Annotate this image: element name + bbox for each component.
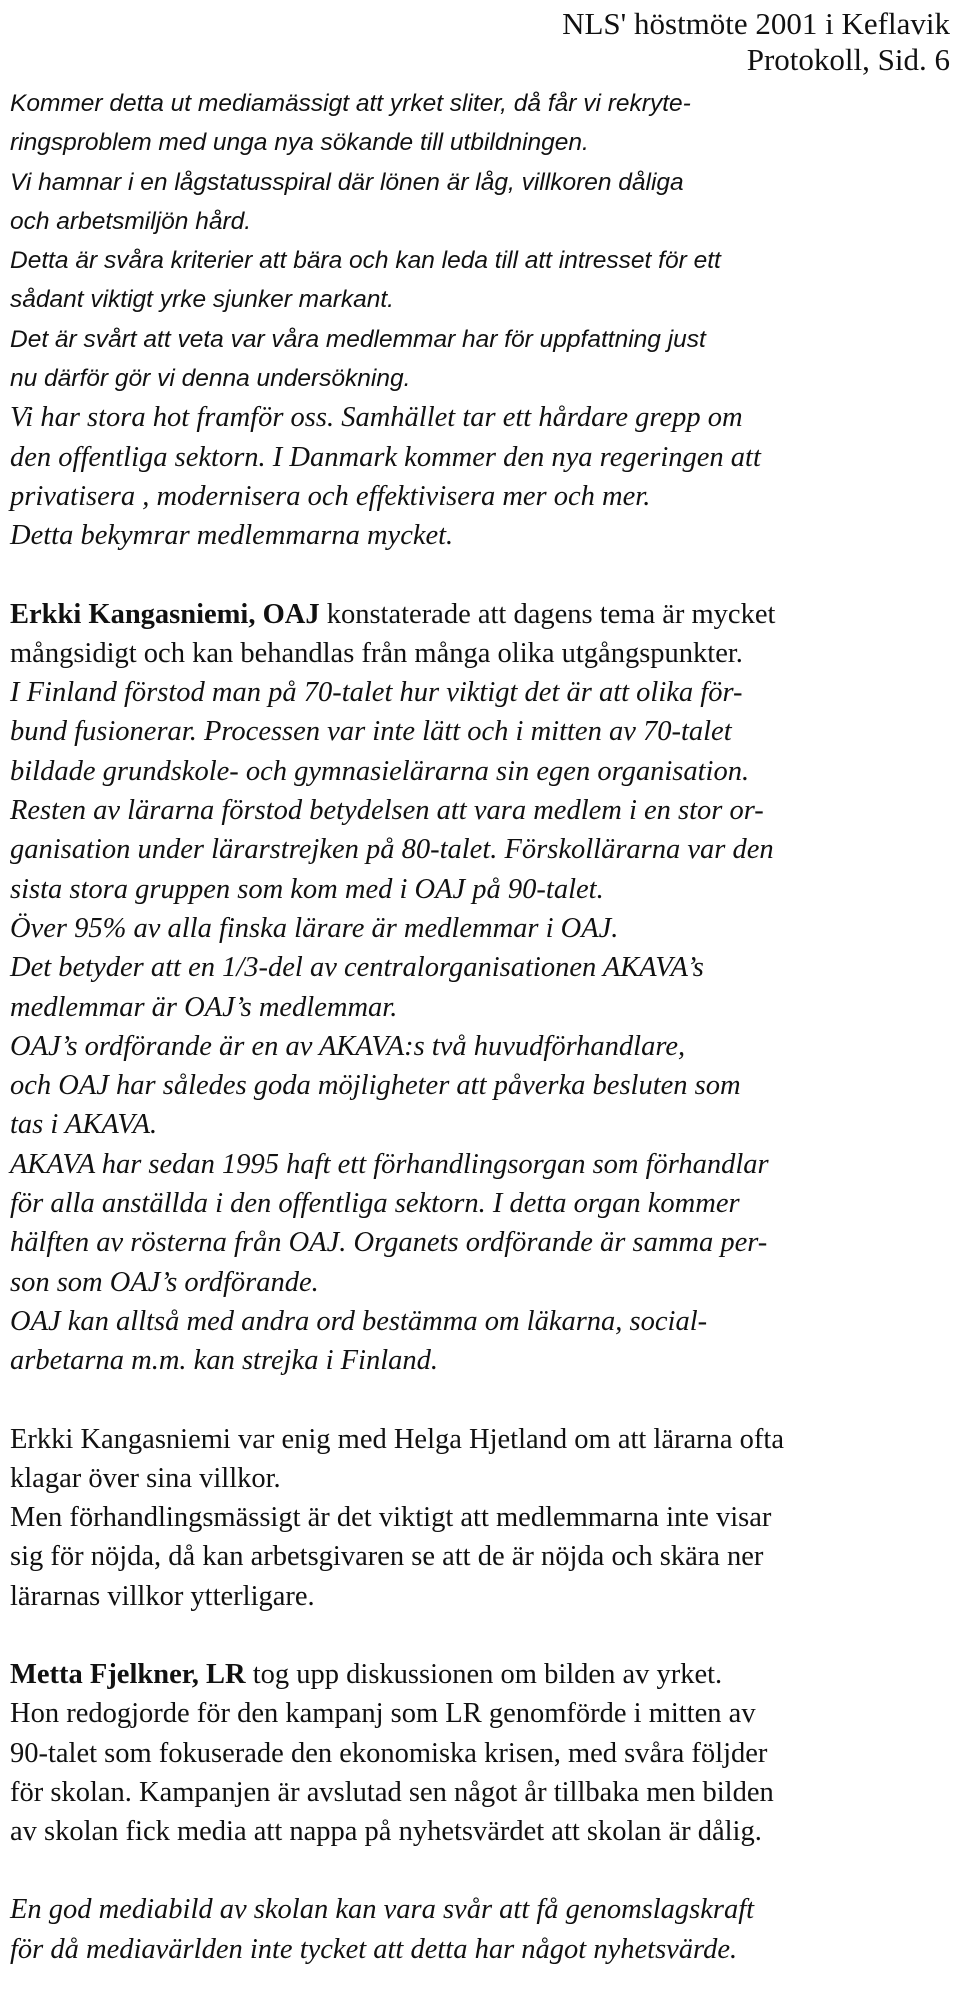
speaker-statement: tog upp diskussionen om bilden av yrket. [245, 1658, 723, 1690]
page-header [562, 6, 950, 78]
text-line: sig för nöjda, då kan arbetsgivaren se att de är nöjda och skära ner [10, 1541, 764, 1573]
text-line: Erkki Kangasniemi var enig med Helga Hjetland om att lärarna ofta [10, 1423, 784, 1455]
text-line: I Finland förstod man på 70-talet hur viktigt det är att olika för- [10, 677, 743, 709]
document-body [10, 84, 950, 1969]
paragraph-block-5 [10, 1890, 950, 1969]
paragraph-gap [10, 1616, 950, 1655]
text-line: lärarnas villkor ytterligare. [10, 1580, 315, 1612]
paragraph-gap [10, 556, 950, 595]
text-line: bildade grundskole- och gymnasielärarna sin egen organisation. [10, 755, 750, 787]
text-line: och OAJ har således goda möjligheter att påverka besluten som [10, 1070, 741, 1102]
text-line: klagar över sina villkor. [10, 1462, 281, 1494]
paragraph-block-1 [10, 84, 950, 556]
text-line: sista stora gruppen som kom med i OAJ på 90-talet. [10, 873, 604, 905]
text-line: för skolan. Kampanjen är avslutad sen något år tillbaka men bilden [10, 1776, 774, 1808]
text-line: tas i AKAVA. [10, 1109, 158, 1141]
text-line: hälften av rösterna från OAJ. Organets ordförande är samma per- [10, 1227, 768, 1259]
paragraph-block-2 [10, 595, 950, 1381]
text-line: sådant viktigt yrke sjunker markant. [10, 286, 394, 314]
paragraph-gap [10, 1381, 950, 1420]
text-line: Kommer detta ut mediamässigt att yrket sliter, då får vi rekryte- [10, 90, 691, 117]
text-line: Det betyder att en 1/3-del av centralorganisationen AKAVA’s [10, 952, 704, 984]
text-line: ganisation under lärarstrejken på 80-talet. Förskollärarna var den [10, 834, 774, 866]
text-line: En god mediabild av skolan kan vara svår att få genomslagskraft [10, 1894, 755, 1926]
text-line: OAJ kan alltså med andra ord bestämma om läkarna, social- [10, 1305, 708, 1337]
meeting-title: NLS' höstmöte 2001 i Keflavik [562, 6, 950, 41]
paragraph-block-3 [10, 1420, 950, 1616]
text-line: Det är svårt att veta var våra medlemmar har för uppfattning just [10, 325, 706, 353]
text-line: mångsidigt och kan behandlas från många olika utgångspunkter. [10, 637, 743, 669]
text-line: Detta är svåra kriterier att bära och kan leda till att intresset för ett [10, 247, 721, 275]
paragraph-block-4 [10, 1655, 950, 1851]
text-line: Vi hamnar i en lågstatusspiral där lönen är låg, villkoren dåliga [10, 168, 684, 196]
text-line: Vi har stora hot framför oss. Samhället tar ett hårdare grepp om [10, 402, 743, 434]
speaker-line [10, 1655, 950, 1694]
speaker-name: Erkki Kangasniemi, OAJ [10, 598, 320, 630]
text-line: OAJ’s ordförande är en av AKAVA:s två huvudförhandlare, [10, 1030, 686, 1062]
text-line: AKAVA har sedan 1995 haft ett förhandlingsorgan som förhandlar [10, 1148, 769, 1180]
text-line: 90-talet som fokuserade den ekonomiska krisen, med svåra följder [10, 1737, 768, 1769]
text-line: Men förhandlingsmässigt är det viktigt att medlemmarna inte visar [10, 1502, 772, 1534]
text-line: Hon redogjorde för den kampanj som LR genomförde i mitten av [10, 1698, 756, 1730]
text-line: Över 95% av alla finska lärare är medlemmar i OAJ. [10, 912, 619, 944]
text-line: för alla anställda i den offentliga sektorn. I detta organ kommer [10, 1188, 740, 1220]
text-line: nu därför gör vi denna undersökning. [10, 365, 411, 393]
text-line: son som OAJ’s ordförande. [10, 1266, 319, 1298]
text-line: privatisera , modernisera och effektivisera mer och mer. [10, 480, 651, 512]
speaker-name: Metta Fjelkner, LR [10, 1658, 246, 1690]
paragraph-gap [10, 1851, 950, 1890]
text-line: bund fusionerar. Processen var inte lätt och i mitten av 70-talet [10, 716, 732, 748]
text-line: Detta bekymrar medlemmarna mycket. [10, 520, 454, 552]
text-line: för då mediavärlden inte tycket att detta har något nyhetsvärde. [10, 1933, 738, 1965]
speaker-statement: konstaterade att dagens tema är mycket [319, 598, 776, 630]
text-line: av skolan fick media att nappa på nyhetsvärdet att skolan är dålig. [10, 1816, 762, 1848]
page-number: Protokoll, Sid. 6 [746, 42, 950, 77]
text-line: den offentliga sektorn. I Danmark kommer den nya regeringen att [10, 441, 761, 473]
text-line: och arbetsmiljön hård. [10, 207, 252, 235]
text-line: medlemmar är OAJ’s medlemmar. [10, 991, 398, 1023]
speaker-line [10, 595, 950, 634]
text-line: Resten av lärarna förstod betydelsen att vara medlem i en stor or- [10, 795, 764, 827]
text-line: ringsproblem med unga nya sökande till utbildningen. [10, 129, 589, 157]
text-line: arbetarna m.m. kan strejka i Finland. [10, 1345, 438, 1377]
